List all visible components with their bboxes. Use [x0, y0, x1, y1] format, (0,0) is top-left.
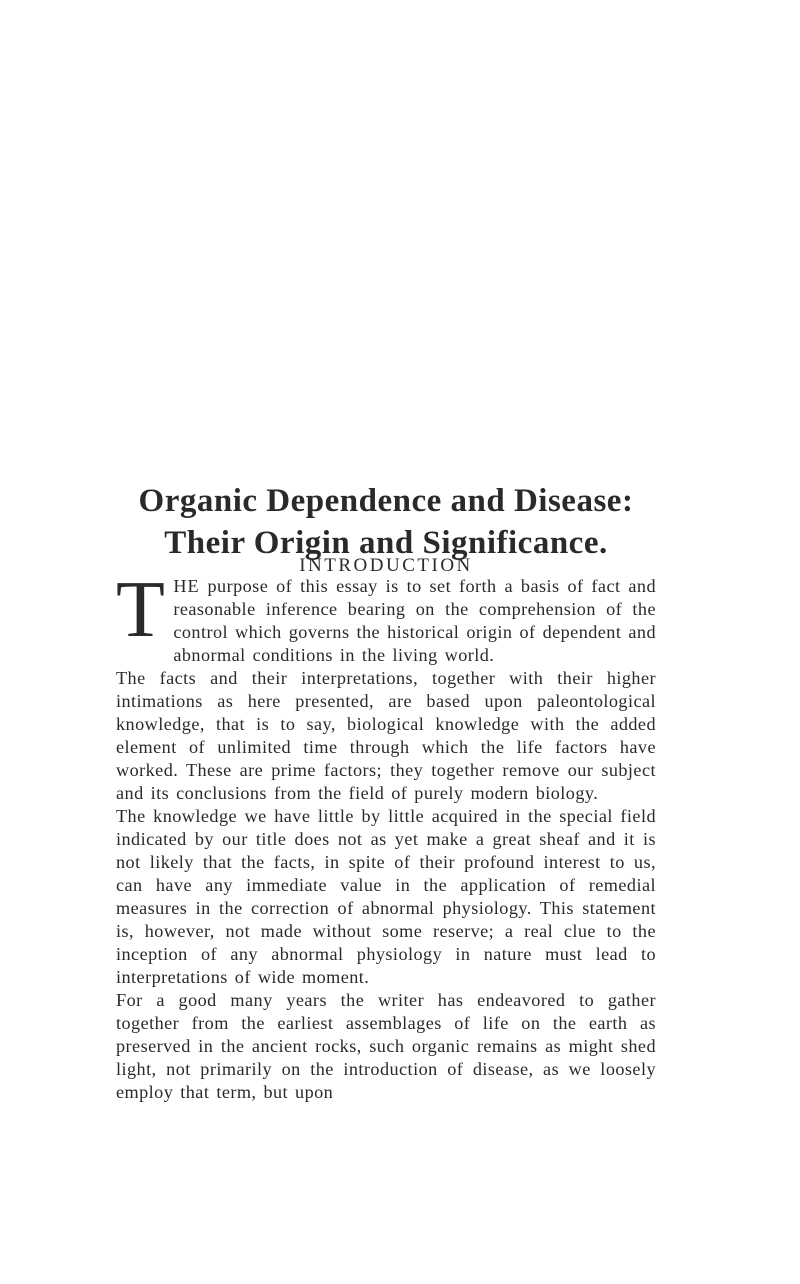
section-heading: INTRODUCTION	[299, 555, 473, 576]
paragraph-3: The knowledge we have little by little acquired in the special field indicated by our title does not as yet make a great sheaf and it is not likely that the facts, in spite of their profound interest to us, can have any immediate value in the application of remedial measures in the correction of abnormal physiology. This statement is, however, not made without some reserve; a real clue to the inception of any abnormal physiology in nature must lead to interpretations of wide moment.	[116, 806, 656, 987]
body-text	[116, 566, 656, 1104]
paragraph-4: For a good many years the writer has endeavored to gather together from the earliest assemblages of life on the earth as preserved in the ancient rocks, such organic remains as might shed light, not primarily on the introduction of disease, as we loosely employ that term, but upon	[116, 990, 656, 1102]
document-title	[116, 480, 656, 564]
paragraph-1-text: purpose of this essay is to set forth a basis of fact and reasonable inference bearing on the comprehension of the control which governs the historical origin of dependent and abnormal conditions in the living world.	[173, 576, 656, 665]
title-line-1: Organic Dependence and Disease:	[138, 483, 634, 519]
drop-cap: T	[116, 566, 166, 654]
paragraph-1	[116, 566, 656, 667]
paragraph-2: The facts and their interpretations, together with their higher intimations as here presented, are based upon paleontological knowledge, that is to say, biological knowledge with the added element of unlimited time through which the life factors have worked. These are prime factors; they together remove our subject and its conclusions from the field of purely modern biology.	[116, 668, 656, 803]
first-word-rest: HE	[173, 576, 200, 596]
title-line-2: Their Origin and Significance.	[164, 525, 608, 561]
